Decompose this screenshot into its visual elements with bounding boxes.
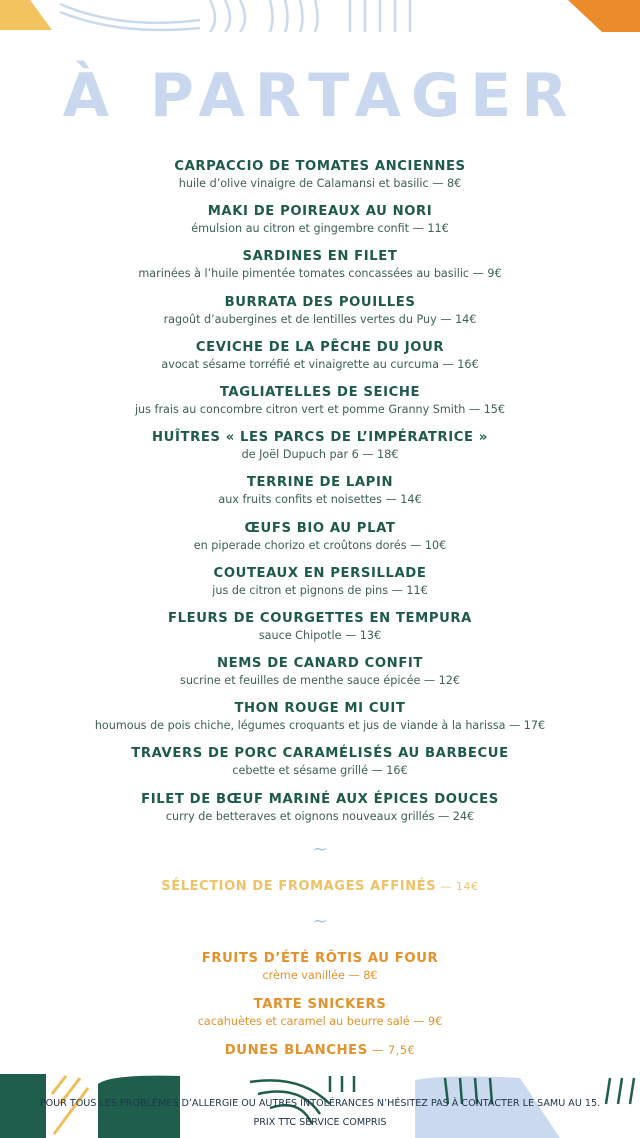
- dish-name: HUÎTRES « LES PARCS DE L’IMPÉRATRICE »: [152, 430, 488, 446]
- menu-item: [0, 429, 640, 474]
- dish-description: avocat sésame torréfié et vinaigrette au curcuma — 16€: [161, 357, 479, 371]
- dessert-item: [0, 996, 640, 1042]
- dish-description: marinées à l’huile pimentée tomates concassées au basilic — 9€: [138, 267, 502, 281]
- dish-name: THON ROUGE MI CUIT: [234, 701, 406, 717]
- dessert-price: — 7,5€: [367, 1044, 416, 1057]
- dish-name: ŒUFS BIO AU PLAT: [244, 520, 396, 536]
- dish-description: de Joël Dupuch par 6 — 18€: [241, 448, 399, 462]
- dish-description: sauce Chipotle — 13€: [258, 628, 382, 642]
- menu-item: [0, 203, 640, 248]
- price-notice: PRIX TTC SERVICE COMPRIS: [253, 1117, 387, 1128]
- cheese-name: SÉLECTION DE FROMAGES AFFINÉS: [161, 879, 437, 894]
- dish-description: jus de citron et pignons de pins — 11€: [212, 583, 428, 597]
- menu-item: [0, 745, 640, 790]
- corner-decoration-top-left: [0, 0, 52, 30]
- dish-name: FILET DE BŒUF MARINÉ AUX ÉPICES DOUCES: [141, 791, 499, 807]
- dish-description: ragoût d’aubergines et de lentilles vertes du Puy — 14€: [163, 312, 477, 326]
- menu-item: [0, 384, 640, 429]
- dish-name: FLEURS DE COURGETTES EN TEMPURA: [168, 610, 472, 626]
- dessert-item: [0, 950, 640, 996]
- dish-name: CEVICHE DE LA PÊCHE DU JOUR: [195, 339, 445, 355]
- dish-name: CARPACCIO DE TOMATES ANCIENNES: [174, 159, 466, 174]
- menu-item: [0, 655, 640, 700]
- allergy-notice: POUR TOUS LES PROBLÈMES D’ALLERGIE OU AUTRES INTOLÉRANCES N’HÉSITEZ PAS À CONTACTER LE SAMU AU 15.: [39, 1098, 601, 1109]
- menu-item: [0, 520, 640, 565]
- dish-description: sucrine et feuilles de menthe sauce épicée — 12€: [180, 674, 460, 688]
- dish-description: curry de betteraves et oignons nouveaux grillés — 24€: [165, 809, 475, 823]
- menu-item: [0, 610, 640, 655]
- dish-description: aux fruits confits et noisettes — 14€: [218, 493, 422, 507]
- cheese-price: — 14€: [436, 880, 479, 893]
- menu-item: [0, 700, 640, 745]
- menu-item: [0, 565, 640, 610]
- dessert-name: FRUITS D’ÉTÉ RÔTIS AU FOUR: [201, 951, 439, 966]
- menu-item: [0, 248, 640, 293]
- dessert-list: [0, 950, 640, 1041]
- dish-description: cebette et sésame grillé — 16€: [232, 764, 408, 778]
- dessert-name: DUNES BLANCHES: [224, 1043, 368, 1058]
- dish-name: SARDINES EN FILET: [242, 249, 398, 265]
- dish-name: COUTEAUX EN PERSILLADE: [213, 565, 427, 581]
- menu-item: [0, 474, 640, 519]
- dish-name: MAKI DE POIREAUX AU NORI: [207, 204, 433, 220]
- dish-description: houmous de pois chiche, légumes croquants et jus de viande à la harissa — 17€: [94, 719, 546, 733]
- menu-item: [0, 158, 640, 203]
- dish-name: TAGLIATELLES DE SEICHE: [219, 384, 421, 400]
- cheese-selection: [0, 878, 640, 896]
- arc-pattern-decoration: [60, 0, 420, 32]
- dish-description: émulsion au citron et gingembre confit — 11€: [191, 222, 449, 236]
- menu-list: [0, 158, 640, 836]
- dessert-description: cacahuètes et caramel au beurre salé — 9€: [197, 1014, 443, 1028]
- menu-item: [0, 294, 640, 339]
- menu-item: [0, 339, 640, 384]
- corner-decoration-top-right: [568, 0, 640, 32]
- dish-description: jus frais au concombre citron vert et pomme Granny Smith — 15€: [134, 402, 506, 416]
- dessert-name: TARTE SNICKERS: [253, 996, 387, 1012]
- dish-name: NEMS DE CANARD CONFIT: [216, 656, 424, 672]
- tilde-separator: ~: [312, 839, 328, 860]
- dessert-description: crème vanillée — 8€: [262, 969, 378, 982]
- dish-name: TRAVERS DE PORC CARAMÉLISÉS AU BARBECUE: [131, 746, 509, 762]
- dish-name: TERRINE DE LAPIN: [246, 475, 394, 491]
- dish-name: BURRATA DES POUILLES: [224, 294, 416, 310]
- dish-description: en piperade chorizo et croûtons dorés — 10€: [193, 538, 447, 552]
- dessert-item-dunes: [0, 1042, 640, 1060]
- dish-description: huile d’olive vinaigre de Calamansi et basilic — 8€: [178, 177, 462, 190]
- tilde-separator: ~: [312, 911, 328, 932]
- menu-item: [0, 791, 640, 836]
- page-title: À PARTAGER: [62, 61, 578, 131]
